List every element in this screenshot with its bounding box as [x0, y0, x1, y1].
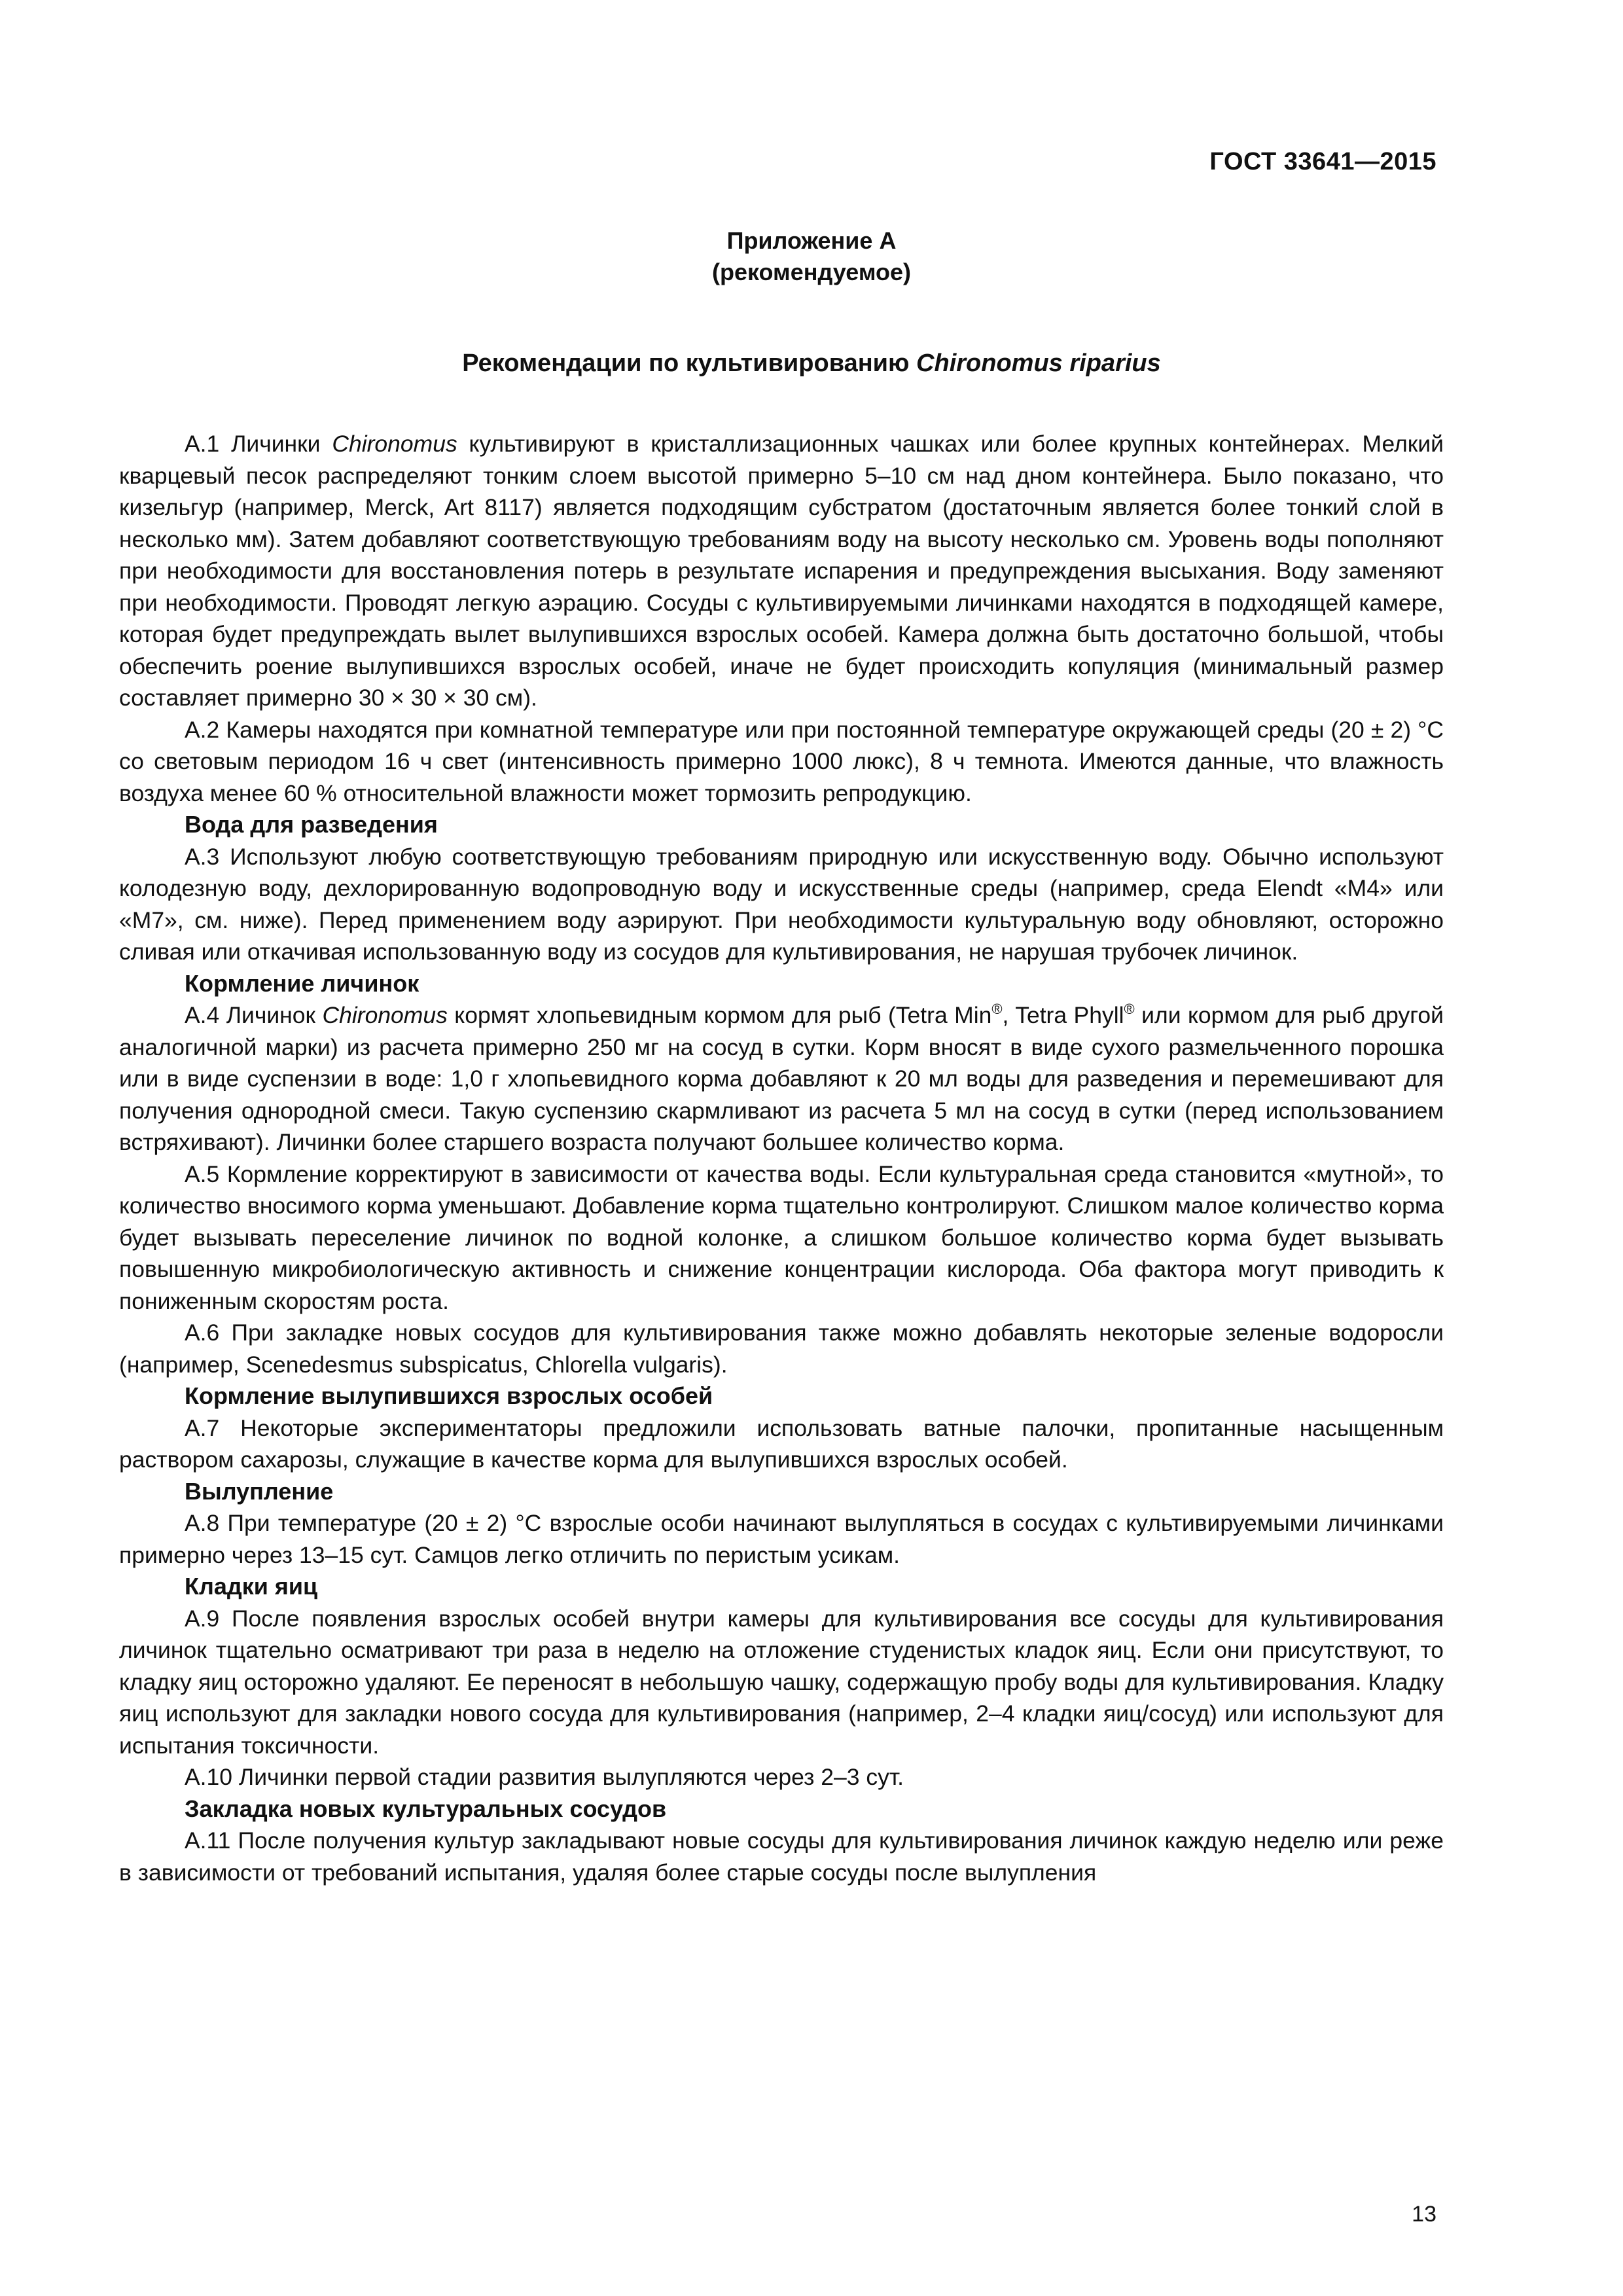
document-body	[119, 428, 1444, 1888]
paragraph-a10: А.10 Личинки первой стадии развития вылупляются через 2–3 сут.	[185, 1764, 904, 1790]
document-title	[0, 350, 1623, 378]
paragraph-a4-text-cont2: , Tetra Phyll	[1002, 1002, 1124, 1028]
species-name: Chironomus	[332, 431, 457, 457]
section-heading-egg-masses: Кладки яиц	[185, 1573, 318, 1600]
page-number: 13	[1412, 2202, 1436, 2227]
appendix-status: (рекомендуемое)	[712, 259, 911, 285]
paragraph-a4-text: А.4 Личинок	[185, 1002, 323, 1028]
section-heading-larvae-feeding: Кормление личинок	[185, 969, 419, 997]
paragraph-a4-text-cont3: или кормом для рыб другой аналогичной марки) из расчета примерно 250 мг на сосуд в сутки. Корм вносят в виде сухого размельченного порошка или в виде суспензии в воде: 1,0 г хлопьевидного корма добавляют к 20 мл воды для разведения и перемешивают для получения однородной смеси. Такую суспензию скармливают из расчета 5 мл на сосуд в сутки (перед использованием встряхивают). Личинки более старшего возраста получают большее количество корма.	[119, 1002, 1444, 1155]
section-heading-new-vessels: Закладка новых культуральных сосудов	[185, 1795, 667, 1822]
registered-mark: ®	[1124, 1001, 1135, 1017]
paragraph-a7: А.7 Некоторые экспериментаторы предложили использовать ватные палочки, пропитанные насыщенным раствором сахарозы, служащие в качестве корма для вылупившихся взрослых особей.	[119, 1414, 1444, 1473]
title-prefix: Рекомендации по культивированию	[462, 350, 917, 377]
standard-code: ГОСТ 33641—2015	[1209, 148, 1436, 175]
title-species: Chironomus riparius	[916, 350, 1161, 377]
species-name: Chironomus	[322, 1002, 448, 1028]
section-heading-adult-feeding: Кормление вылупившихся взрослых особей	[185, 1382, 713, 1409]
paragraph-a5: А.5 Кормление корректируют в зависимости от качества воды. Если культуральная среда становится «мутной», то количество вносимого корма уменьшают. Добавление корма тщательно контролируют. Слишком малое количество корма будет вызывать переселение личинок по водной колонке, а слишком большое количество корма будет вызывать повышенную микробиологическую активность и снижение концентрации кислорода. Оба фактора могут приводить к пониженным скоростям роста.	[119, 1160, 1444, 1314]
registered-mark: ®	[991, 1001, 1003, 1017]
section-heading-water: Вода для разведения	[185, 811, 438, 838]
appendix-heading	[0, 225, 1623, 288]
paragraph-a9: А.9 После появления взрослых особей внутри камеры для культивирования все сосуды для культивирования личинок тщательно осматривают три раза в неделю на отложение студенистых кладок яиц. Если они присутствуют, то кладку яиц осторожно удаляют. Ее переносят в небольшую чашку, содержащую пробу воды для культивирования. Кладку яиц используют для закладки нового сосуда для культивирования (например, 2–4 кладки яиц/сосуд) или используют для испытания токсичности.	[119, 1605, 1444, 1759]
paragraph-a8: А.8 При температуре (20 ± 2) °C взрослые особи начинают вылупляться в сосудах с культивируемыми личинками примерно через 13–15 сут. Самцов легко отличить по перистым усикам.	[119, 1510, 1444, 1568]
paragraph-a4	[119, 999, 1444, 1158]
paragraph-a1	[119, 428, 1444, 714]
paragraph-a4-text-cont: кормят хлопьевидным кормом для рыб (Tetra Min	[447, 1002, 992, 1028]
section-heading-emergence: Вылупление	[185, 1477, 334, 1505]
paragraph-a11: А.11 После получения культур закладывают новые сосуды для культивирования личинок каждую неделю или реже в зависимости от требований испытания, удаляя более старые сосуды после вылупления	[119, 1827, 1444, 1886]
paragraph-a2: А.2 Камеры находятся при комнатной температуре или при постоянной температуре окружающей среды (20 ± 2) °C со световым периодом 16 ч свет (интенсивность примерно 1000 люкс), 8 ч темнота. Имеются данные, что влажность воздуха менее 60 % относительной влажности может тормозить репродукцию.	[119, 716, 1444, 806]
paragraph-a3: А.3 Используют любую соответствующую требованиям природную или искусственную воду. Обычно используют колодезную воду, дехлорированную водопроводную воду и искусственные среды (например, среда Elendt «M4» или «M7», см. ниже). Перед применением воду аэрируют. При необходимости культуральную воду обновляют, осторожно сливая или откачивая использованную воду из сосудов для культивирования, не нарушая трубочек личинок.	[119, 843, 1444, 965]
paragraph-a1-text: А.1 Личинки	[185, 431, 332, 457]
paragraph-a1-text-cont: культивируют в кристаллизационных чашках или более крупных контейнерах. Мелкий кварцевый песок распределяют тонким слоем высотой примерно 5–10 см над дном контейнера. Было показано, что кизельгур (например, Merck, Art 8117) является подходящим субстратом (достаточным является более тонкий слой в несколько мм). Затем добавляют соответствующую требованиям воду на высоту несколько см. Уровень воды пополняют при необходимости для восстановления потерь в результате испарения и предупреждения высыхания. Воду заменяют при необходимости. Проводят легкую аэрацию. Сосуды с культивируемыми личинками находятся в подходящей камере, которая будет предупреждать вылет вылупившихся взрослых особей. Камера должна быть достаточно большой, чтобы обеспечить роение вылупившихся взрослых особей, иначе не будет происходить копуляция (минимальный размер составляет примерно 30 × 30 × 30 см).	[119, 431, 1444, 711]
paragraph-a6: А.6 При закладке новых сосудов для культивирования также можно добавлять некоторые зеленые водоросли (например, Scenedesmus subspicatus, Chlorella vulgaris).	[119, 1319, 1444, 1378]
appendix-label: Приложение А	[726, 227, 897, 254]
